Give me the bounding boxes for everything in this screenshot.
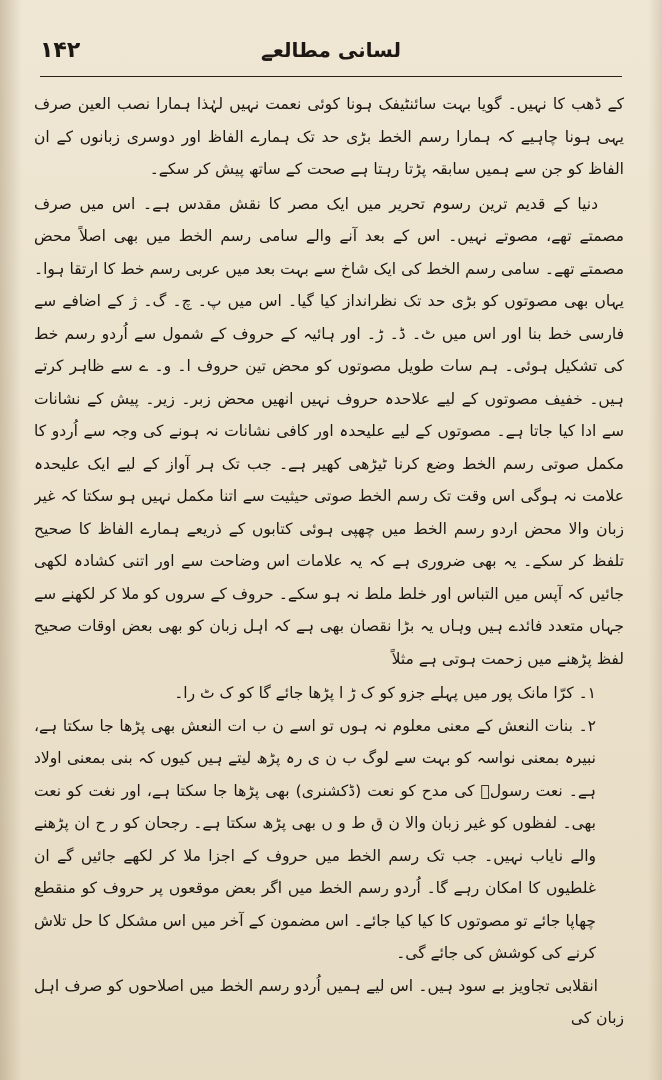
closing-line: انقلابی تجاویز بے سود ہیں۔ اس لیے ہمیں اُردو رسم الخط میں اصلاحوں کو صرف اہل زبان کی bbox=[34, 976, 624, 1027]
body-text bbox=[34, 88, 624, 1064]
list-item-1: ۱۔ کرّا مانک پور میں پہلے جزو کو ک ڑ ا پڑھا جائے گا کو ک ٹ را۔ bbox=[174, 684, 596, 702]
paragraph-1: کے ڈھب کا نہیں۔ گویا بہت سائنٹیفک ہونا کوئی نعمت نہیں لہٰذا ہمارا نصب العین صرف یہی ہونا چاہیے کہ ہمارا رسم الخط بڑی حد تک ہمارے الفاظ اور دوسری زبانوں کے ان الفاظ کو جن سے ہمیں سابقہ پڑتا رہتا ہے صحت کے ساتھ پیش کر سکے۔ bbox=[34, 95, 624, 178]
paragraph-2: دنیا کے قدیم ترین رسوم تحریر میں ایک مصر کا نقش مقدس ہے۔ اس میں صرف مصمتے تھے، مصوتے نہیں۔ اس کے بعد آنے والے سامی رسم الخط میں بھی اصلاً محض مصمتے تھے۔ سامی رسم الخط کی ایک شاخ سے بہت بعد میں عربی رسم خط کا ارتقا ہوا۔ یہاں بھی مصوتوں کو بڑی حد تک نظرانداز کیا گیا۔ اس میں پ۔ چ۔ گ۔ ژ کے اضافے سے فارسی خط بنا اور اس میں ٹ۔ ڈ۔ ڑ۔ اور ہائیہ کے حروف کے شمول سے اُردو رسم خط کی تشکیل ہوئی۔ ہم سات طویل مصوتوں کو محض تین حروف ا۔ و۔ ے سے ظاہر کرتے ہیں۔ خفیف مصوتوں کے لیے علاحدہ حروف نہیں انھیں محض زبر۔ زیر۔ پیش کے نشانات سے ادا کیا جاتا ہے۔ مصوتوں کے لیے علیحدہ اور کافی نشانات نہ ہونے کی وجہ سے اُردو کا مکمل صوتی رسم الخط وضع کرنا ٹیڑھی کھیر ہے۔ جب تک ہر آواز کے لیے ایک علیحدہ علامت نہ ہوگی اس وقت تک رسم الخط صوتی حیثیت سے اتنا مکمل نہیں ہو سکتا کہ غیر زبان والا محض اردو رسم الخط میں چھپی ہوئی کتابوں کے ذریعے ہمارے الفاظ کا صحیح تلفظ کر سکے۔ یہ بھی ضروری ہے کہ یہ علامات اس وضاحت سے اور اتنی کشادہ لکھی جائیں کہ آپس میں التباس اور خلط ملط نہ ہو سکے۔ حروف کے سروں کو ملا کر لکھنے سے جہاں متعدد فائدے ہیں وہاں یہ بڑا نقصان بھی ہے کہ اہل زبان کو بھی بعض اوقات صحیح لفظ پڑھنے میں زحمت ہوتی ہے مثلاً bbox=[34, 194, 624, 668]
page-number: ۱۴۲ bbox=[40, 38, 81, 63]
running-title: لسانی مطالعے bbox=[261, 38, 401, 62]
page-header bbox=[40, 38, 622, 72]
header-rule bbox=[40, 76, 622, 77]
list-item-2: ۲۔ بنات النعش کے معنی معلوم نہ ہوں تو اسے ن ب ات النعش بھی پڑھا جا سکتا ہے، نبیرہ بمعنی نواسہ کو بہت سے لوگ ب ن ی رہ پڑھ لیتے ہیں کیوں کہ بنی بمعنی اولاد ہے۔ نعت رسولؐ کی مدح کو نعت (ڈکشنری) بھی پڑھا جا سکتا ہے، اور نغت کو نعت بھی۔ لفظوں کو غیر زبان والا ن ق ط و ں بھی پڑھ سکتا ہے۔ رجحان کو ر ح ان پڑھنے والے نایاب نہیں۔ جب تک رسم الخط میں حروف کے اجزا ملا کر لکھے جائیں گے ان غلطیوں کا امکان رہے گا۔ اُردو رسم الخط میں اگر بعض موقعوں پر حروف کو منقطع چھاپا جائے تو مصوتوں کا کیا کیا جائے۔ اس مضمون کے آخر میں اس مشکل کا حل تلاش کرنے کی کوشش کی جائے گی۔ bbox=[34, 716, 596, 962]
